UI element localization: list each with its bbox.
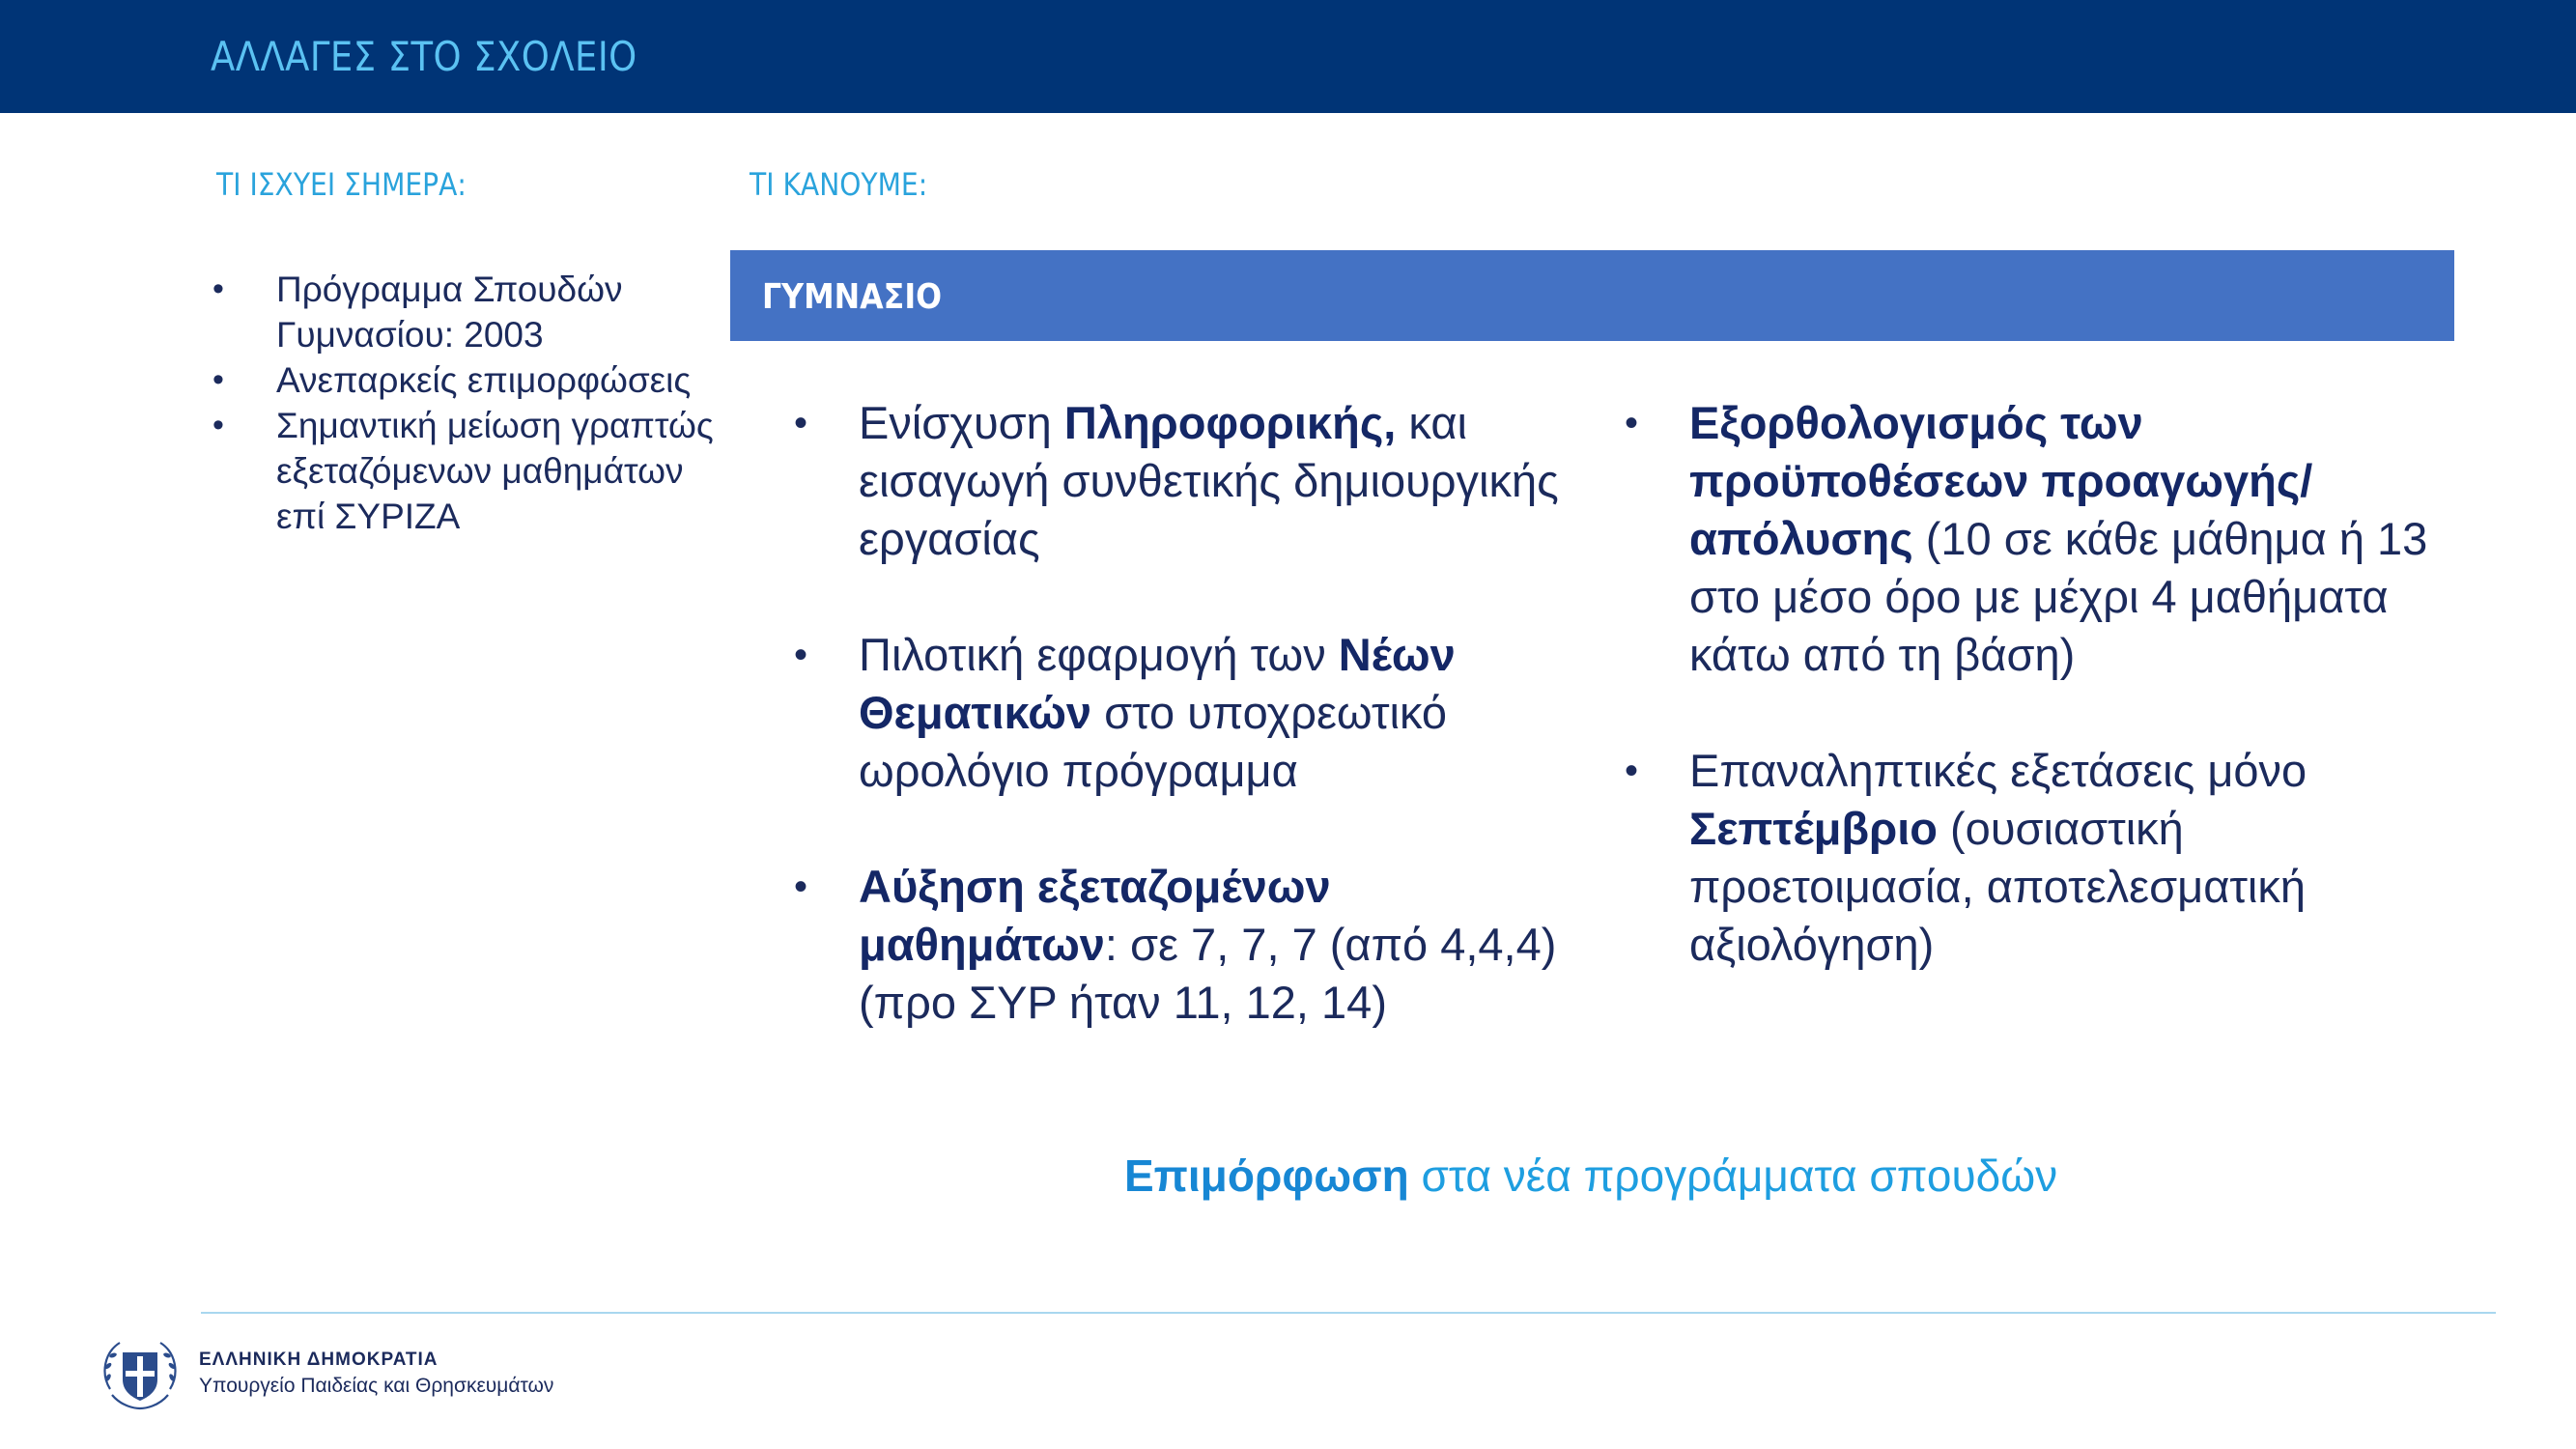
bullet: • bbox=[794, 634, 808, 676]
list-item bbox=[212, 267, 715, 357]
list-item bbox=[212, 357, 715, 403]
header-bar bbox=[0, 0, 2576, 113]
measures-list-left bbox=[794, 394, 1586, 1090]
list-item bbox=[794, 858, 1586, 1032]
greek-emblem-icon bbox=[97, 1331, 184, 1418]
footer-org-name: ΕΛΛΗΝΙΚΗ ΔΗΜΟΚΡΑΤΙΑ bbox=[199, 1350, 439, 1370]
footer-ministry-name: Υπουργείο Παιδείας και Θρησκευμάτων bbox=[199, 1375, 554, 1397]
bullet: • bbox=[212, 361, 224, 398]
list-item-text: Σημαντική μείωση γραπτώς εξεταζόμενων μαθημάτων επί ΣΥΡΙΖΑ bbox=[276, 406, 714, 536]
item-text-post: (ουσιαστική προετοιμασία, αποτελεσματική αξιολόγηση) bbox=[1689, 803, 2307, 970]
bullet: • bbox=[212, 270, 224, 307]
list-item bbox=[1625, 394, 2455, 684]
list-item bbox=[212, 403, 715, 539]
today-column-label: ΤΙ ΙΣΧΥΕΙ ΣΗΜΕΡΑ: bbox=[216, 166, 467, 203]
footer-divider bbox=[201, 1312, 2496, 1314]
item-text-bold: Σεπτέμβριο bbox=[1689, 803, 1938, 854]
item-text-bold: Νέων Θεματικών bbox=[859, 629, 1456, 738]
item-text-bold: Αύξηση εξεταζομένων μαθημάτων bbox=[859, 861, 1331, 970]
bullet: • bbox=[1625, 402, 1639, 444]
bullet: • bbox=[794, 402, 808, 444]
list-item bbox=[1625, 742, 2455, 974]
item-text-pre: Ενίσχυση bbox=[859, 397, 1064, 448]
bullet: • bbox=[794, 866, 808, 908]
list-item bbox=[794, 394, 1586, 568]
list-item-text: Πρόγραμμα Σπουδών Γυμνασίου: 2003 bbox=[276, 270, 623, 355]
bullet: • bbox=[212, 407, 224, 443]
item-text-post: (10 σε κάθε μάθημα ή 13 στο μέσο όρο με μέχρι 4 μαθήματα κάτω από τη βάση) bbox=[1689, 513, 2428, 680]
doing-column-label: ΤΙ ΚΑΝΟΥΜΕ: bbox=[750, 166, 928, 203]
page-title: ΑΛΛΑΓΕΣ ΣΤΟ ΣΧΟΛΕΙΟ bbox=[211, 33, 637, 80]
bullet: • bbox=[1625, 750, 1639, 792]
today-list bbox=[212, 267, 715, 539]
closing-bold: Επιμόρφωση bbox=[1124, 1151, 1409, 1201]
item-text-bold: Πληροφορικής, bbox=[1063, 397, 1397, 448]
closing-rest: στα νέα προγράμματα σπουδών bbox=[1408, 1151, 2058, 1201]
section-title: ΓΥΜΝΑΣΙΟ bbox=[762, 277, 943, 317]
measures-list-right bbox=[1625, 394, 2455, 1032]
item-text-pre: Πιλοτική εφαρμογή των bbox=[859, 629, 1339, 680]
item-text-pre: Επαναληπτικές εξετάσεις μόνο bbox=[1689, 745, 2307, 796]
item-text-post: και εισαγωγή συνθετικής δημιουργικής εργασίας bbox=[859, 397, 1559, 564]
item-text-post: : σε 7, 7, 7 (από 4,4,4) (προ ΣΥΡ ήταν 11, 12, 14) bbox=[859, 919, 1557, 1028]
list-item-text: Ανεπαρκείς επιμορφώσεις bbox=[276, 360, 692, 400]
item-text-bold: Εξορθολογισμός των προϋποθέσεων προαγωγής/απόλυσης bbox=[1689, 397, 2313, 564]
closing-statement bbox=[1124, 1150, 2057, 1202]
section-band-gymnasio bbox=[730, 250, 2454, 341]
list-item bbox=[794, 626, 1586, 800]
item-text-post: στο υποχρεωτικό ωρολόγιο πρόγραμμα bbox=[859, 687, 1448, 796]
